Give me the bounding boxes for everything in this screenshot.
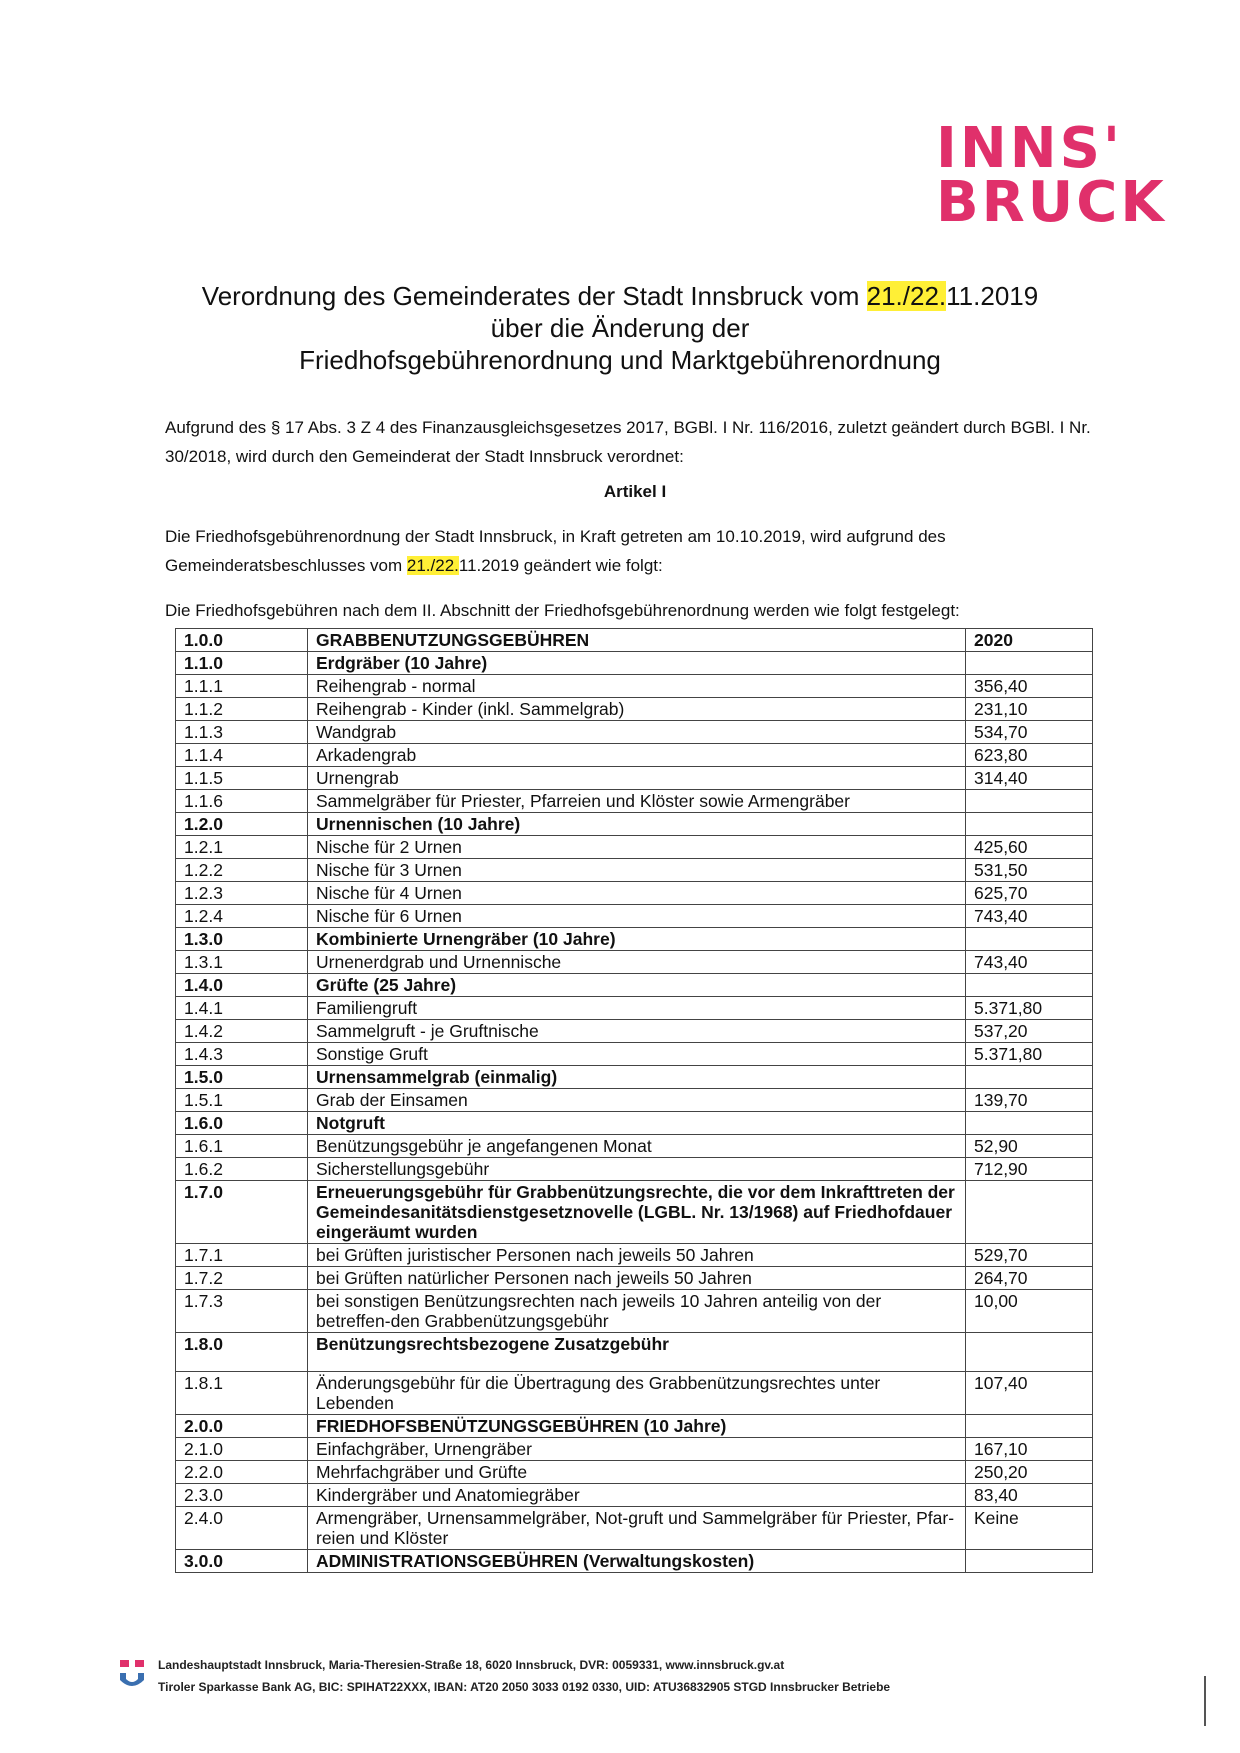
table-cell-desc: FRIEDHOFSBENÜTZUNGSGEBÜHREN (10 Jahre) xyxy=(308,1415,966,1438)
table-cell-desc: Kombinierte Urnengräber (10 Jahre) xyxy=(308,928,966,951)
table-cell-code: 1.1.5 xyxy=(176,767,308,790)
table-cell-value xyxy=(966,1550,1093,1573)
table-cell-code: 1.6.1 xyxy=(176,1135,308,1158)
table-cell-code: 1.2.1 xyxy=(176,836,308,859)
table-cell-code: 2.0.0 xyxy=(176,1415,308,1438)
table-cell-value: 231,10 xyxy=(966,698,1093,721)
table-cell-code: 1.4.0 xyxy=(176,974,308,997)
table-cell-code: 1.8.1 xyxy=(176,1372,308,1415)
amendment-paragraph xyxy=(165,522,1105,580)
table-row xyxy=(176,1415,1093,1438)
table-cell-code: 2.3.0 xyxy=(176,1484,308,1507)
table-cell-value: 623,80 xyxy=(966,744,1093,767)
artikel-heading: Artikel I xyxy=(603,482,667,501)
table-cell-desc: bei Grüften natürlicher Personen nach jeweils 50 Jahren xyxy=(308,1267,966,1290)
table-cell-code: 1.6.2 xyxy=(176,1158,308,1181)
table-cell-desc: Kindergräber und Anatomiegräber xyxy=(308,1484,966,1507)
table-cell-desc: Notgruft xyxy=(308,1112,966,1135)
title-line-3: Friedhofsgebührenordnung und Marktgebührenordnung xyxy=(299,345,941,375)
table-cell-desc: bei sonstigen Benützungsrechten nach jeweils 10 Jahren anteilig von der betreffen-den Grabbenützungsgebühr xyxy=(308,1290,966,1333)
logo-line-1: INNS' xyxy=(936,116,1124,181)
table-cell-desc: Mehrfachgräber und Grüfte xyxy=(308,1461,966,1484)
table-row xyxy=(176,652,1093,675)
table-cell-value: 167,10 xyxy=(966,1438,1093,1461)
table-row xyxy=(176,1290,1093,1333)
table-cell-code: 1.7.2 xyxy=(176,1267,308,1290)
table-cell-desc: Nische für 6 Urnen xyxy=(308,905,966,928)
table-cell-code: 2.4.0 xyxy=(176,1507,308,1550)
table-row xyxy=(176,1020,1093,1043)
table-cell-desc: Nische für 2 Urnen xyxy=(308,836,966,859)
table-row xyxy=(176,997,1093,1020)
table-row xyxy=(176,1507,1093,1550)
table-cell-desc: Urnennischen (10 Jahre) xyxy=(308,813,966,836)
title-date-highlight: 21./22. xyxy=(866,281,947,311)
table-cell-desc: Benützungsrechtsbezogene Zusatzgebühr xyxy=(308,1333,966,1372)
table-cell-desc: Grab der Einsamen xyxy=(308,1089,966,1112)
table-cell-value: 712,90 xyxy=(966,1158,1093,1181)
table-cell-code: 1.7.0 xyxy=(176,1181,308,1244)
logo-line-2: BRUCK xyxy=(936,170,1167,235)
table-cell-value: 743,40 xyxy=(966,951,1093,974)
table-row xyxy=(176,1089,1093,1112)
table-cell-desc: Sammelgruft - je Gruftnische xyxy=(308,1020,966,1043)
table-cell-desc: Urnensammelgrab (einmalig) xyxy=(308,1066,966,1089)
table-cell-desc: Nische für 3 Urnen xyxy=(308,859,966,882)
table-cell-desc: Urnenerdgrab und Urnennische xyxy=(308,951,966,974)
table-cell-value: 264,70 xyxy=(966,1267,1093,1290)
table-cell-value: 356,40 xyxy=(966,675,1093,698)
table-row xyxy=(176,1158,1093,1181)
footer-address: Landeshauptstadt Innsbruck, Maria-Theresien-Straße 18, 6020 Innsbruck, DVR: 0059331, www.innsbruck.gv.at xyxy=(158,1658,785,1672)
table-cell-value xyxy=(966,1415,1093,1438)
table-row xyxy=(176,1550,1093,1573)
fees-intro-paragraph: Die Friedhofsgebühren nach dem II. Abschnitt der Friedhofsgebührenordnung werden wie folgt festgelegt: xyxy=(165,601,960,620)
amendment-text: Die Friedhofsgebührenordnung der Stadt Innsbruck, in Kraft getreten am 10.10.2019, wird aufgrund des Gemeinderatsbeschlusses vom xyxy=(165,527,946,575)
table-cell-value: 10,00 xyxy=(966,1290,1093,1333)
table-row xyxy=(176,744,1093,767)
table-cell-desc: Sammelgräber für Priester, Pfarreien und Klöster sowie Armengräber xyxy=(308,790,966,813)
table-cell-code: 1.1.0 xyxy=(176,652,308,675)
table-cell-code: 1.5.1 xyxy=(176,1089,308,1112)
table-cell-desc: Arkadengrab xyxy=(308,744,966,767)
table-cell-code: 1.2.2 xyxy=(176,859,308,882)
table-row xyxy=(176,1267,1093,1290)
table-row xyxy=(176,882,1093,905)
table-cell-code: 1.1.6 xyxy=(176,790,308,813)
table-cell-value xyxy=(966,974,1093,997)
table-row xyxy=(176,1333,1093,1372)
table-row xyxy=(176,951,1093,974)
amendment-date-highlight: 21./22. xyxy=(406,556,459,575)
city-crest-icon xyxy=(118,1658,146,1692)
table-cell-code: 1.1.3 xyxy=(176,721,308,744)
table-cell-desc: Wandgrab xyxy=(308,721,966,744)
table-row xyxy=(176,859,1093,882)
table-cell-code: 1.7.1 xyxy=(176,1244,308,1267)
table-cell-desc: Erneuerungsgebühr für Grabbenützungsrechte, die vor dem Inkrafttreten der Gemeindesanitätsdienstgesetznovelle (LGBL. Nr. 13/1968) auf Friedhofdauer eingeräumt wurden xyxy=(308,1181,966,1244)
table-cell-desc: Einfachgräber, Urnengräber xyxy=(308,1438,966,1461)
innsbruck-logo xyxy=(936,116,1167,235)
table-cell-value xyxy=(966,928,1093,951)
title-line-1 xyxy=(120,280,1120,312)
table-cell-value xyxy=(966,1181,1093,1244)
table-cell-value: 425,60 xyxy=(966,836,1093,859)
fee-table xyxy=(175,628,1093,1573)
table-cell-value: 534,70 xyxy=(966,721,1093,744)
table-cell-desc: Armengräber, Urnensammelgräber, Not-gruft und Sammelgräber für Priester, Pfar-reien und Klöster xyxy=(308,1507,966,1550)
table-cell-desc: Reihengrab - normal xyxy=(308,675,966,698)
table-row xyxy=(176,1484,1093,1507)
table-cell-value: 250,20 xyxy=(966,1461,1093,1484)
title-line-2: über die Änderung der xyxy=(490,313,750,343)
table-cell-desc: Familiengruft xyxy=(308,997,966,1020)
table-cell-value xyxy=(966,1333,1093,1372)
table-row xyxy=(176,974,1093,997)
table-cell-value: 625,70 xyxy=(966,882,1093,905)
table-row xyxy=(176,675,1093,698)
table-cell-desc: Erdgräber (10 Jahre) xyxy=(308,652,966,675)
footer-bank: Tiroler Sparkasse Bank AG, BIC: SPIHAT22XXX, IBAN: AT20 2050 3033 0192 0330, UID: ATU36832905 STGD Innsbrucker Betriebe xyxy=(158,1680,891,1694)
table-row xyxy=(176,1438,1093,1461)
table-cell-code: 1.7.3 xyxy=(176,1290,308,1333)
title-line-1-end: 11.2019 xyxy=(946,281,1039,311)
table-row xyxy=(176,1461,1093,1484)
table-cell-value: 5.371,80 xyxy=(966,997,1093,1020)
table-cell-desc: Benützungsgebühr je angefangenen Monat xyxy=(308,1135,966,1158)
table-row xyxy=(176,836,1093,859)
table-cell-value: 5.371,80 xyxy=(966,1043,1093,1066)
table-cell-code: 2.1.0 xyxy=(176,1438,308,1461)
table-cell-code: 1.3.0 xyxy=(176,928,308,951)
table-cell-code: 1.1.2 xyxy=(176,698,308,721)
table-cell-value: 743,40 xyxy=(966,905,1093,928)
footer xyxy=(118,1654,1118,1698)
table-row xyxy=(176,905,1093,928)
table-cell-value: 52,90 xyxy=(966,1135,1093,1158)
table-row xyxy=(176,790,1093,813)
table-row xyxy=(176,1112,1093,1135)
title-line-1-text: Verordnung des Gemeinderates der Stadt Innsbruck vom xyxy=(201,281,867,311)
table-cell-value: 531,50 xyxy=(966,859,1093,882)
table-cell-value xyxy=(966,1066,1093,1089)
table-cell-value xyxy=(966,652,1093,675)
table-cell-code: 1.0.0 xyxy=(176,629,308,652)
table-row xyxy=(176,698,1093,721)
table-cell-code: 1.1.1 xyxy=(176,675,308,698)
table-row xyxy=(176,1244,1093,1267)
table-row xyxy=(176,721,1093,744)
table-cell-desc: Urnengrab xyxy=(308,767,966,790)
amendment-text-end: 11.2019 geändert wie folgt: xyxy=(458,556,663,575)
table-row xyxy=(176,1372,1093,1415)
table-row xyxy=(176,1043,1093,1066)
table-cell-value: 107,40 xyxy=(966,1372,1093,1415)
table-cell-code: 2.2.0 xyxy=(176,1461,308,1484)
table-cell-desc: GRABBENUTZUNGSGEBÜHREN xyxy=(308,629,966,652)
table-cell-desc: Nische für 4 Urnen xyxy=(308,882,966,905)
table-cell-value xyxy=(966,1112,1093,1135)
table-cell-code: 1.4.1 xyxy=(176,997,308,1020)
table-cell-code: 1.2.4 xyxy=(176,905,308,928)
table-cell-code: 1.5.0 xyxy=(176,1066,308,1089)
table-cell-value: 2020 xyxy=(966,629,1093,652)
table-cell-desc: bei Grüften juristischer Personen nach jeweils 50 Jahren xyxy=(308,1244,966,1267)
table-cell-value: 314,40 xyxy=(966,767,1093,790)
table-cell-value xyxy=(966,813,1093,836)
table-cell-code: 1.4.3 xyxy=(176,1043,308,1066)
table-cell-code: 1.6.0 xyxy=(176,1112,308,1135)
table-cell-value: Keine xyxy=(966,1507,1093,1550)
table-row xyxy=(176,1135,1093,1158)
table-cell-value: 83,40 xyxy=(966,1484,1093,1507)
table-row xyxy=(176,1066,1093,1089)
table-row xyxy=(176,813,1093,836)
table-cell-desc: Änderungsgebühr für die Übertragung des Grabbenützungsrechtes unter Lebenden xyxy=(308,1372,966,1415)
table-row xyxy=(176,629,1093,652)
table-row xyxy=(176,767,1093,790)
table-cell-value: 537,20 xyxy=(966,1020,1093,1043)
table-cell-value: 529,70 xyxy=(966,1244,1093,1267)
table-row xyxy=(176,928,1093,951)
scan-edge-mark xyxy=(1204,1676,1206,1726)
table-cell-desc: Grüfte (25 Jahre) xyxy=(308,974,966,997)
table-cell-desc: Reihengrab - Kinder (inkl. Sammelgrab) xyxy=(308,698,966,721)
table-cell-value xyxy=(966,790,1093,813)
table-cell-code: 1.4.2 xyxy=(176,1020,308,1043)
table-cell-desc: Sonstige Gruft xyxy=(308,1043,966,1066)
table-cell-code: 1.2.3 xyxy=(176,882,308,905)
table-cell-desc: Sicherstellungsgebühr xyxy=(308,1158,966,1181)
table-cell-code: 1.8.0 xyxy=(176,1333,308,1372)
table-cell-code: 1.1.4 xyxy=(176,744,308,767)
document-title xyxy=(120,280,1120,376)
table-cell-code: 1.2.0 xyxy=(176,813,308,836)
intro-paragraph: Aufgrund des § 17 Abs. 3 Z 4 des Finanzausgleichsgesetzes 2017, BGBl. I Nr. 116/2016, zuletzt geändert durch BGBl. I Nr. 30/2018, wird durch den Gemeinderat der Stadt Innsbruck verordnet: xyxy=(165,418,1091,466)
table-cell-value: 139,70 xyxy=(966,1089,1093,1112)
table-cell-code: 3.0.0 xyxy=(176,1550,308,1573)
table-cell-code: 1.3.1 xyxy=(176,951,308,974)
table-cell-desc: ADMINISTRATIONSGEBÜHREN (Verwaltungskosten) xyxy=(308,1550,966,1573)
table-row xyxy=(176,1181,1093,1244)
